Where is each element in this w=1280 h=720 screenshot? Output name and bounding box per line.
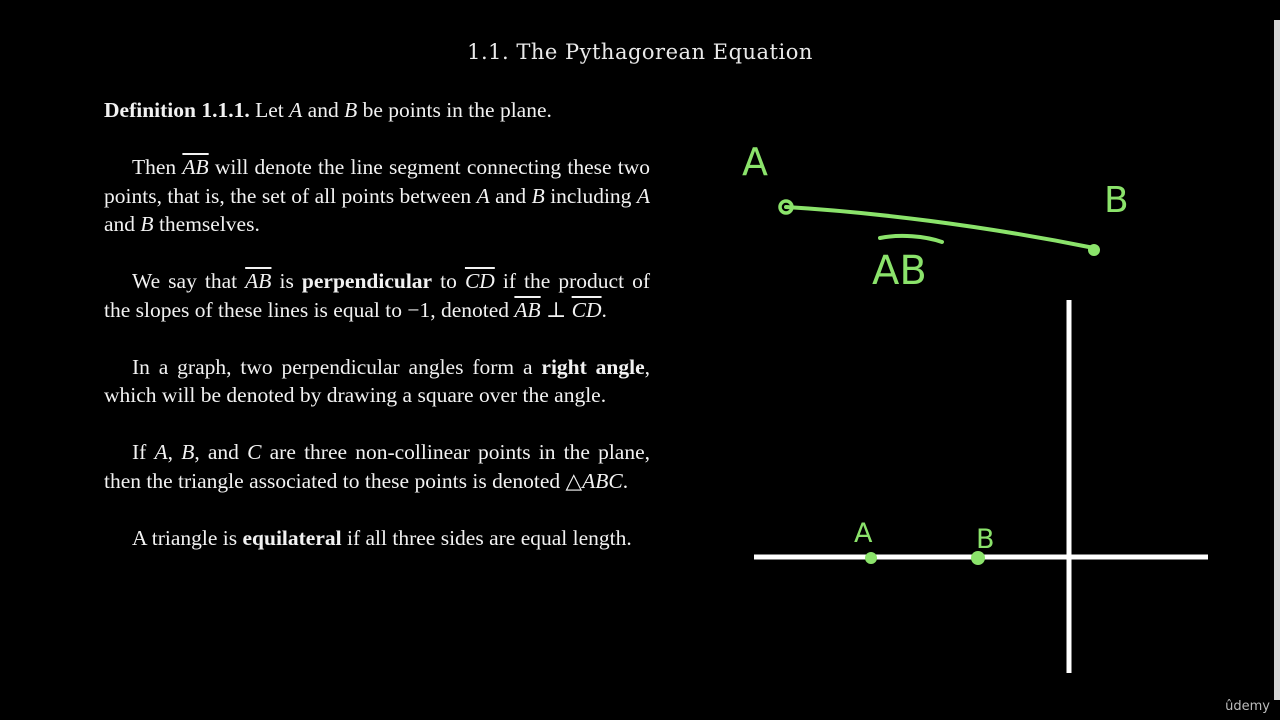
label-a-top: A [742,140,768,184]
overline-stroke [880,236,942,242]
paragraph-right-angle [104,353,650,410]
paragraph-segment [104,153,650,239]
triangle-abc: ABC [582,468,623,493]
text: be points in the plane. [357,98,552,122]
definition-heading: Definition 1.1.1. [104,98,250,122]
label-b-top: B [1104,180,1129,221]
text: including [544,183,637,208]
text: and [104,212,141,236]
text: themselves. [153,212,260,236]
scrollbar[interactable] [1274,20,1280,700]
var-a: A [289,98,303,122]
label-ab: AB [872,248,927,294]
paragraph-perpendicular [104,267,650,324]
text: will denote the line segment connecting these two points, that is, the set of all points between [104,155,650,208]
term-right-angle: right angle [541,354,645,379]
segment-ab: $\overline{AB}$ [514,297,541,322]
var-a: A [154,440,168,464]
text: Then [132,155,183,179]
text: , which will be denoted by drawing a square over the angle. [104,354,651,407]
var-c: C [247,440,262,464]
text: , [167,440,182,464]
term-perpendicular: perpendicular [301,269,433,293]
perp-symbol: ⊥ [540,297,572,322]
text: and [302,98,345,122]
var-b: B [531,183,545,208]
var-a: A [476,183,490,208]
text: are three non-collinear points in the plane, then the triangle associated to these points is denoted △ [104,440,651,493]
paragraph-intro [104,96,650,125]
text: . [601,297,607,322]
page-title: 1.1. The Pythagorean Equation [467,40,813,64]
label-a-bottom: A [854,518,873,549]
text: If [132,440,155,464]
text: In a graph, two perpendicular angles form a [132,354,542,379]
var-b: B [140,212,154,236]
segment-cd: $\overline{CD}$ [571,297,602,322]
term-equilateral: equilateral [242,525,342,550]
segment-ab: $\overline{AB}$ [182,155,209,179]
var-b: B [344,98,358,122]
udemy-watermark: ûdemy [1225,699,1270,714]
text: , and [194,440,248,464]
paragraph-equilateral [104,524,650,553]
var-a: A [636,183,650,208]
var-b: B [181,440,195,464]
text: We say that [132,269,246,293]
text: and [489,183,532,208]
text: if the product of the slopes of these lines is equal to −1, denoted [104,269,650,322]
label-b-bottom: B [976,524,995,555]
text: A triangle is [132,525,243,550]
text: to [432,269,465,293]
point-b-top [1088,244,1100,256]
text: if all three sides are equal length. [341,525,632,550]
definition-block [104,96,650,581]
segment-cd: $\overline{CD}$ [464,269,495,293]
segment-ab: $\overline{AB}$ [245,269,272,293]
text: is [271,269,302,293]
point-a-axis [865,552,877,564]
handwritten-diagram [720,120,1250,690]
paragraph-triangle [104,438,650,495]
text: . [622,468,629,493]
text: Let [249,98,290,122]
